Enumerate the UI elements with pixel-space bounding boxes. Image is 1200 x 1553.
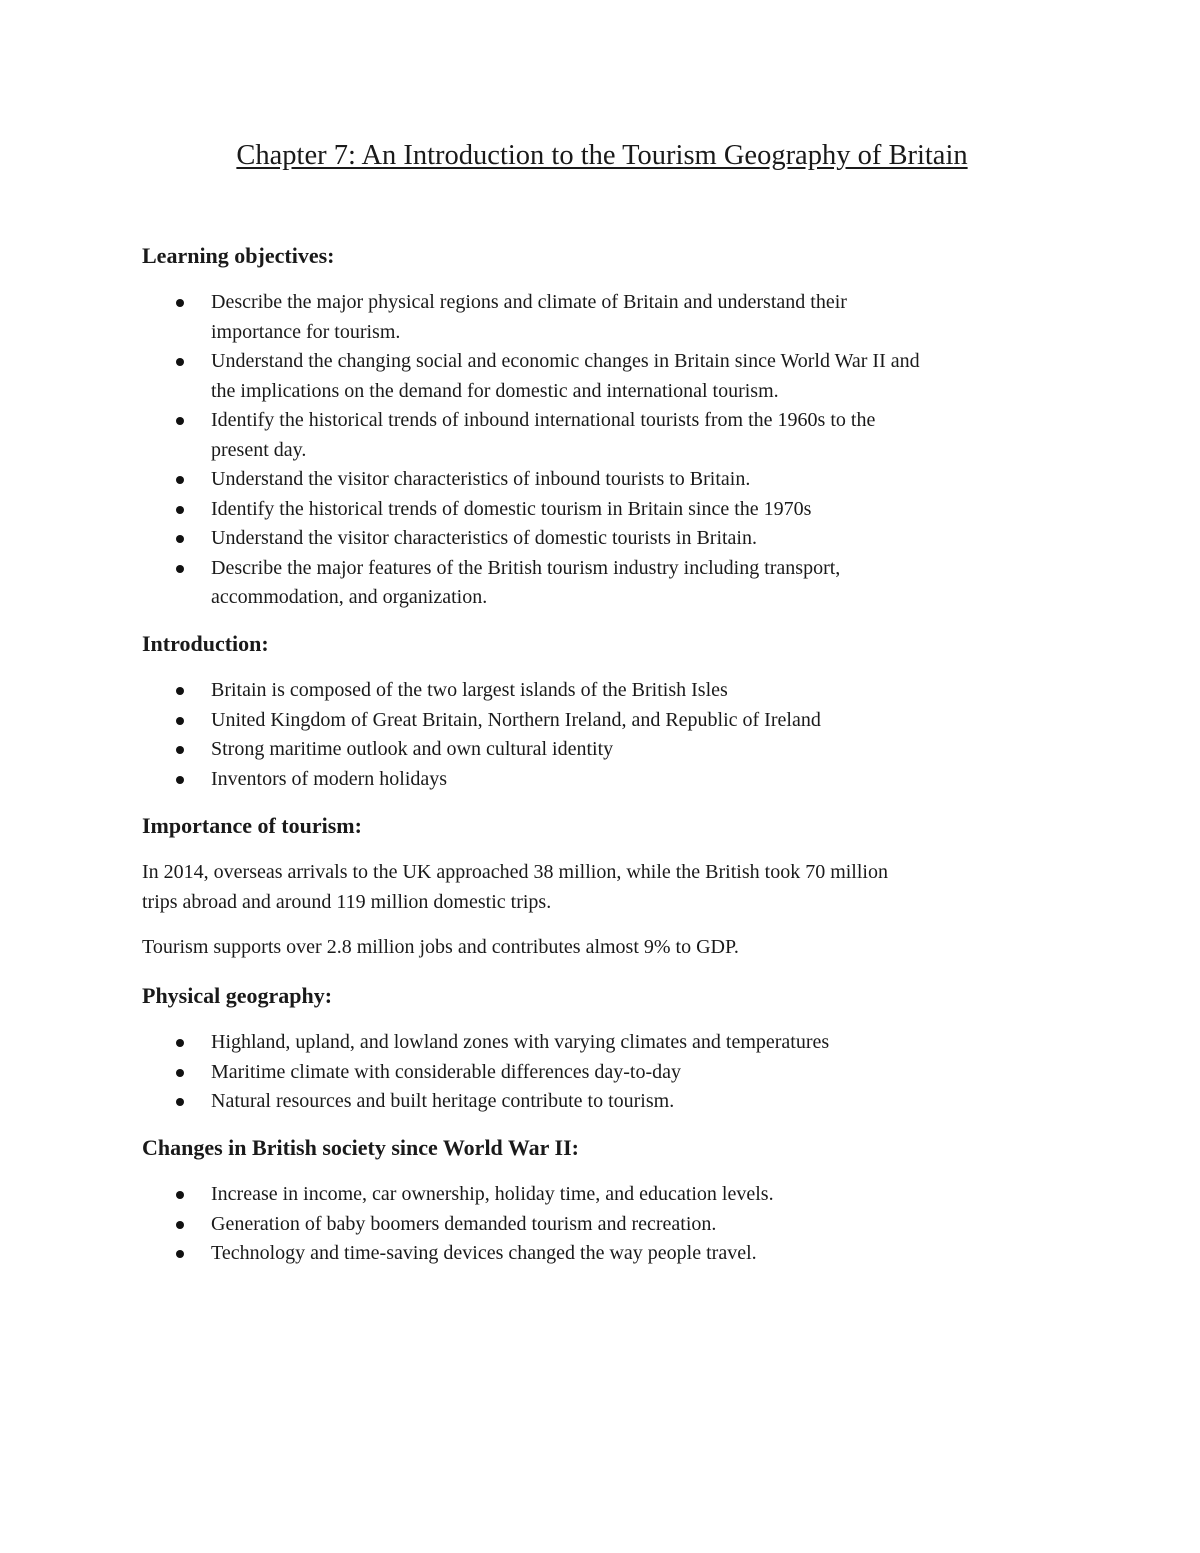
bullet-icon <box>176 299 184 307</box>
bullet-icon <box>176 1250 184 1258</box>
paragraph <box>142 858 1062 917</box>
list-item <box>142 495 1062 525</box>
section-introduction <box>142 630 1062 794</box>
list-item-text: Increase in income, car ownership, holiday time, and education levels. <box>211 1183 774 1205</box>
paragraph-text: trips abroad and around 119 million domestic trips. <box>142 890 552 913</box>
list-item-text: Technology and time-saving devices changed the way people travel. <box>211 1242 757 1264</box>
bullet-icon <box>176 746 184 754</box>
bullet-icon <box>176 1221 184 1229</box>
bullet-list <box>142 1180 1062 1269</box>
list-item-text: Natural resources and built heritage contribute to tourism. <box>211 1090 675 1112</box>
list-item-text: Identify the historical trends of domestic tourism in Britain since the 1970s <box>211 497 812 520</box>
section-learning-objectives <box>142 242 1062 613</box>
bullet-icon <box>176 358 184 366</box>
list-item <box>142 288 1062 347</box>
section-heading: Physical geography: <box>142 983 333 1008</box>
list-item-text: Describe the major physical regions and climate of Britain and understand their <box>211 291 847 313</box>
list-item-text: importance for tourism. <box>211 320 401 343</box>
list-item <box>142 347 1062 406</box>
bullet-icon <box>176 417 184 425</box>
list-item-text: Strong maritime outlook and own cultural identity <box>211 738 614 760</box>
list-item-text: the implications on the demand for domestic and international tourism. <box>211 379 779 402</box>
section-changes-british-society <box>142 1134 1062 1269</box>
list-item-text: United Kingdom of Great Britain, Northern Ireland, and Republic of Ireland <box>211 708 821 731</box>
list-item-text: Generation of baby boomers demanded tourism and recreation. <box>211 1212 717 1235</box>
list-item-text: Identify the historical trends of inbound international tourists from the 1960s to the <box>211 409 876 431</box>
list-item <box>142 765 1062 795</box>
bullet-icon <box>176 1191 184 1199</box>
bullet-icon <box>176 687 184 695</box>
bullet-icon <box>176 476 184 484</box>
list-item-text: Understand the changing social and economic changes in Britain since World War II and <box>211 350 920 372</box>
list-item-text: Understand the visitor characteristics of inbound tourists to Britain. <box>211 468 751 490</box>
list-item <box>142 1239 1062 1269</box>
list-item <box>142 524 1062 554</box>
bullet-icon <box>176 776 184 784</box>
list-item <box>142 676 1062 706</box>
list-item <box>142 1087 1062 1117</box>
section-physical-geography <box>142 982 1062 1117</box>
section-heading: Importance of tourism: <box>142 813 362 838</box>
section-heading: Learning objectives: <box>142 243 335 268</box>
list-item-text: Highland, upland, and lowland zones with varying climates and temperatures <box>211 1031 830 1053</box>
list-item <box>142 735 1062 765</box>
paragraph-text: In 2014, overseas arrivals to the UK approached 38 million, while the British took 70 million <box>142 861 888 883</box>
section-heading: Introduction: <box>142 631 269 656</box>
list-item <box>142 465 1062 495</box>
list-item <box>142 1210 1062 1240</box>
list-item-text: accommodation, and organization. <box>211 586 488 608</box>
list-item <box>142 1180 1062 1210</box>
bullet-icon <box>176 535 184 543</box>
page-title: Chapter 7: An Introduction to the Tourism Geography of Britain <box>236 140 968 171</box>
list-item <box>142 1058 1062 1088</box>
list-item <box>142 1028 1062 1058</box>
bullet-icon <box>176 1069 184 1077</box>
list-item-text: Understand the visitor characteristics of domestic tourists in Britain. <box>211 527 757 549</box>
bullet-icon <box>176 565 184 573</box>
bullet-list <box>142 1028 1062 1117</box>
bullet-icon <box>176 1039 184 1047</box>
list-item-text: Britain is composed of the two largest islands of the British Isles <box>211 679 728 701</box>
list-item <box>142 406 1062 465</box>
bullet-list <box>142 676 1062 794</box>
paragraph: Tourism supports over 2.8 million jobs and contributes almost 9% to GDP. <box>142 936 739 958</box>
bullet-list <box>142 288 1062 613</box>
bullet-icon <box>176 1098 184 1106</box>
list-item-text: Describe the major features of the British tourism industry including transport, <box>211 556 841 579</box>
section-heading: Changes in British society since World War II: <box>142 1135 579 1160</box>
bullet-icon <box>176 717 184 725</box>
list-item-text: Maritime climate with considerable differences day-to-day <box>211 1060 681 1083</box>
section-importance-of-tourism <box>142 812 1062 963</box>
list-item <box>142 706 1062 736</box>
list-item-text: present day. <box>211 438 307 461</box>
list-item <box>142 554 1062 613</box>
bullet-icon <box>176 506 184 514</box>
list-item-text: Inventors of modern holidays <box>211 767 448 790</box>
